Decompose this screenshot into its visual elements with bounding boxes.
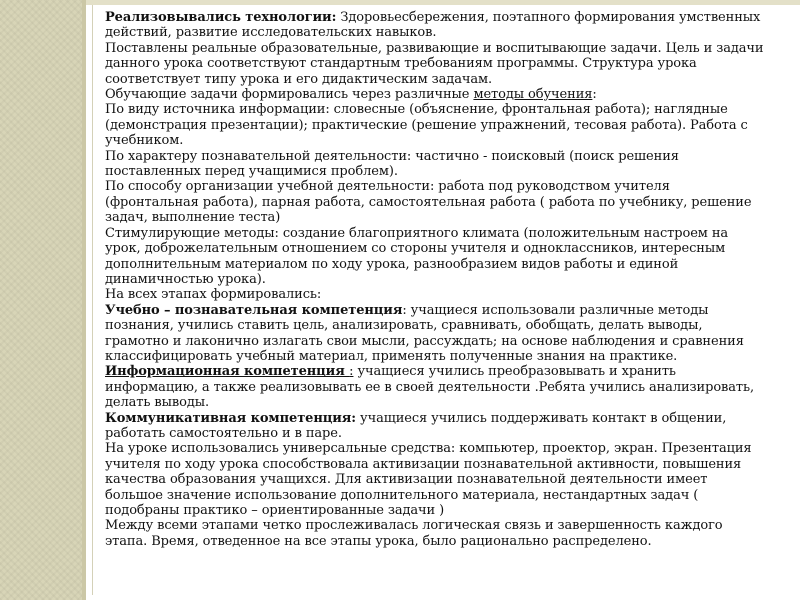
paragraph-all-stages: На всех этапах формировались: bbox=[105, 287, 322, 303]
paragraph-character: По характеру познавательной деятельности: частично - поисковый (поиск решения поставленных перед учащимися проблем). bbox=[105, 148, 679, 180]
paragraph-cognitive-competence bbox=[105, 303, 765, 365]
technologies-label: Реализовывались технологии: bbox=[105, 10, 337, 25]
paragraph-technologies bbox=[105, 10, 765, 41]
cognitive-competence-text: : учащиеся использовали различные методы познания, учились ставить цель, анализировать, сравнивать, обобщать, делать выводы, грамотно и лаконично излагать свои мысли, рассуждать; на основе наблюдения и сравнения классифицировать учебный материал, применять полученные знания на практике. bbox=[105, 302, 744, 364]
paragraph-organization: По способу организации учебной деятельности: работа под руководством учителя (фронтальная работа), парная работа, самостоятельная работа ( работа по учебнику, решение задач, выполнение теста) bbox=[105, 179, 752, 226]
information-competence-label: Информационная компетенция bbox=[105, 364, 350, 380]
methods-intro-end: : bbox=[592, 87, 597, 103]
methods-link[interactable]: методы обучения bbox=[473, 87, 593, 103]
paragraph-communicative-competence bbox=[105, 411, 765, 442]
cognitive-competence-label: Учебно – познавательная компетенция bbox=[105, 302, 403, 318]
information-competence-colon: : bbox=[349, 364, 354, 380]
paragraph-tools: На уроке использовались универсальные средства: компьютер, проектор, экран. Презентация учителя по ходу урока способствовала активизации познавательной активности, повышения качества образования учащихся. Для активизации познавательной деятельности имеет большое значение использование дополнительного материала, нестандартных задач ( подобраны практико – ориентированные задачи ) bbox=[105, 441, 752, 518]
decorative-frame-left bbox=[0, 0, 86, 600]
information-competence-text: учащиеся учились преобразовывать и хранить информацию, а также реализовывать ее в своей деятельности .Ребята учились анализировать, делать выводы. bbox=[105, 364, 755, 411]
communicative-competence-label: Коммуникативная компетенция: bbox=[105, 410, 356, 426]
paragraph-conclusion: Между всеми этапами четко прослеживалась логическая связь и завершенность каждого этапа. Время, отведенное на все этапы урока, было рационально распределено. bbox=[105, 518, 723, 549]
document-text bbox=[105, 10, 765, 549]
paragraph-information-competence bbox=[105, 364, 765, 410]
communicative-competence-text: учащиеся учились поддерживать контакт в общении, работать самостоятельно и в паре. bbox=[105, 410, 727, 441]
paragraph-source: По виду источника информации: словесные (объяснение, фронтальная работа); наглядные (демонстрация презентации); практические (решение упражнений, тесовая работа). Работа с учебником. bbox=[105, 102, 748, 149]
paragraph-tasks: Поставлены реальные образовательные, развивающие и воспитывающие задачи. Цель и задачи данного урока соответствуют стандартным требованиям программы. Структура урока соответствует типу урока и его дидактическим задачам. bbox=[105, 40, 764, 87]
paragraph-methods-intro bbox=[105, 87, 765, 102]
methods-intro-text: Обучающие задачи формировались через различные bbox=[105, 87, 474, 103]
paragraph-stimulating: Стимулирующие методы: создание благоприятного климата (положительным настроем на урок, доброжелательным отношением со стороны учителя и одноклассников, интересным дополнительным материалом по ходу урока, разнообразием видов работы и единой динамичностью урока). bbox=[105, 225, 729, 287]
technologies-text: Здоровьесбережения, поэтапного формирования умственных действий, развитие исследовательских навыков. bbox=[105, 10, 761, 41]
